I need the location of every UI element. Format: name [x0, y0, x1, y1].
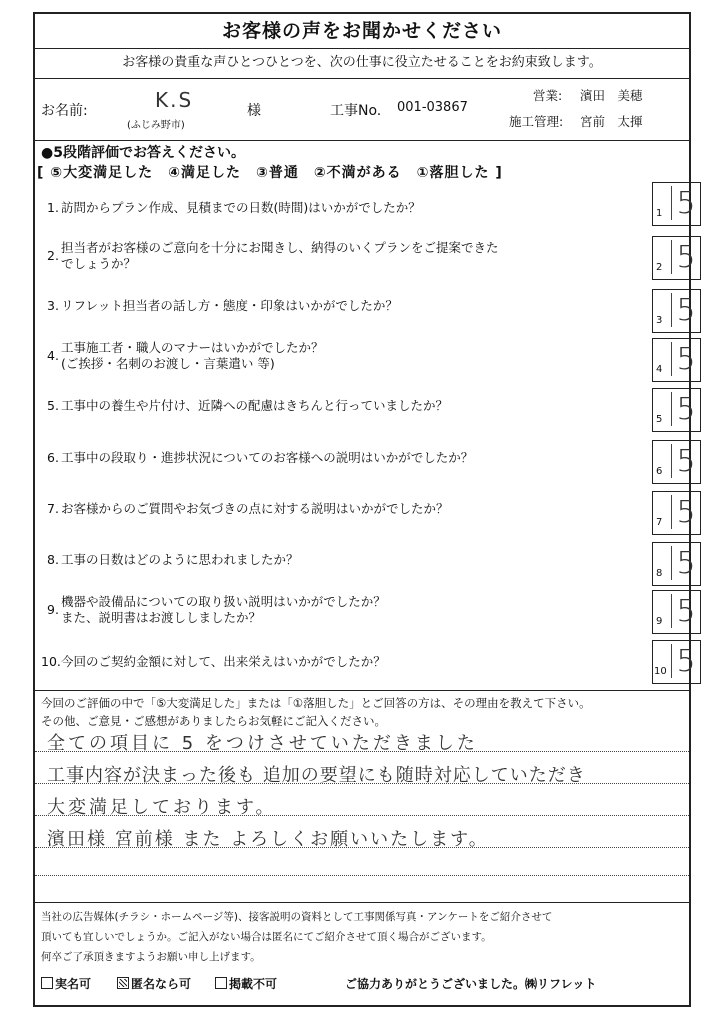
score-box-9[interactable] — [652, 590, 701, 634]
comment-handwritten-4: 濱田様 宮前様 また よろしくお願いいたします。 — [47, 829, 489, 850]
option-real-name[interactable] — [41, 975, 91, 992]
score-box-4[interactable] — [652, 338, 701, 382]
score-value: 5 — [671, 293, 700, 327]
sales-value: 濱田 美穂 — [580, 88, 643, 103]
score-value: 5 — [671, 644, 700, 678]
footer — [35, 902, 689, 1005]
comment-area[interactable] — [35, 690, 689, 901]
comment-prompt-2: その他、ご意見・ご感想がありましたらお気軽にご記入ください。 — [41, 714, 386, 728]
question-number: 5. — [47, 398, 59, 413]
score-value: 5 — [671, 546, 700, 580]
score-index: 3 — [656, 315, 663, 326]
option-real-name-label: 実名可 — [55, 977, 92, 991]
option-anonymous[interactable] — [117, 975, 191, 992]
score-box-1[interactable] — [652, 182, 701, 226]
score-value: 5 — [671, 594, 700, 628]
rating-scale: [ ⑤大変満足した ④満足した ③普通 ②不満がある ①落胆した ] — [37, 165, 503, 181]
question-number: 3. — [47, 298, 59, 313]
score-index: 9 — [656, 616, 663, 627]
name-value: K.S — [155, 88, 194, 112]
question-text: 工事中の養生や片付け、近隣への配慮はきちんと行っていましたか？ — [61, 398, 449, 413]
footer-note-2: 頂いても宜しいでしょうか。ご記入がない場合は匿名にてご紹介させて頂く場合がございます。 — [41, 931, 492, 943]
comment-handwritten-1: 全ての項目に 5 をつけさせていただきました — [47, 733, 478, 754]
score-index: 2 — [656, 262, 663, 273]
question-number: 1. — [47, 200, 59, 215]
name-location: (ふじみ野市) — [127, 120, 185, 131]
checkbox-anonymous[interactable] — [117, 977, 129, 989]
survey-form — [33, 12, 696, 1007]
option-not-allowed-label: 掲載不可 — [229, 977, 278, 991]
score-index: 7 — [656, 517, 663, 528]
question-text-line2: でしょうか？ — [61, 256, 137, 271]
score-box-3[interactable] — [652, 289, 701, 333]
question-number: 9. — [47, 602, 59, 617]
question-number: 6. — [47, 450, 59, 465]
question-text: 工事施工者・職人のマナーはいかがでしたか？ — [61, 340, 324, 355]
score-box-2[interactable] — [652, 236, 701, 280]
score-value: 5 — [671, 342, 700, 376]
construction-no-value: 001-03867 — [397, 100, 468, 115]
question-text: 訪問からプラン作成、見積までの日数(時間)はいかがでしたか？ — [61, 200, 421, 215]
footer-note-3: 何卒ご了承頂きますようお願い申し上げます。 — [41, 951, 261, 963]
option-anonymous-label: 匿名なら可 — [131, 977, 192, 991]
checkbox-not-allowed[interactable] — [215, 977, 227, 989]
score-value: 5 — [671, 392, 700, 426]
question-text: リフレット担当者の話し方・態度・印象はいかがでしたか？ — [61, 298, 398, 313]
question-text: 今回のご契約金額に対して、出来栄えはいかがでしたか？ — [61, 654, 386, 669]
footer-note-1: 当社の広告媒体(チラシ・ホームページ等)、接客説明の資料として工事関係写真・アンケートをご紹介させて — [41, 911, 553, 923]
manager-value: 宮前 太揮 — [580, 114, 643, 129]
score-value: 5 — [671, 240, 700, 274]
comment-handwritten-3: 大変満足しております。 — [47, 797, 277, 818]
honorific: 様 — [247, 103, 261, 119]
score-index: 1 — [656, 208, 663, 219]
question-text: お客様からのご質問やお気づきの点に対する説明はいかがでしたか？ — [61, 501, 449, 516]
comment-handwritten-2: 工事内容が決まった後も 追加の要望にも随時対応していただき — [47, 765, 586, 786]
score-box-7[interactable] — [652, 491, 701, 535]
question-number: 8. — [47, 552, 59, 567]
form-title: お客様の声をお聞かせください — [35, 14, 689, 49]
score-value: 5 — [671, 186, 700, 220]
score-box-8[interactable] — [652, 542, 701, 586]
score-index: 6 — [656, 466, 663, 477]
score-value: 5 — [671, 495, 700, 529]
question-text: 工事中の段取り・進捗状況についてのお客様への説明はいかがでしたか？ — [61, 450, 474, 465]
question-number: 10. — [41, 654, 61, 669]
manager-label: 施工管理: — [509, 114, 564, 129]
score-value: 5 — [671, 444, 700, 478]
question-text: 機器や設備品についての取り扱い説明はいかがでしたか？ — [61, 594, 386, 609]
comment-prompt-1: 今回のご評価の中で「⑤大変満足した」または「①落胆した」とご回答の方は、その理由を教えて下さい。 — [41, 696, 591, 710]
question-text-line2: (ご挨拶・名刺のお渡し・言葉遣い 等) — [61, 356, 275, 371]
score-index: 10 — [654, 666, 667, 677]
thanks-message: ご協力ありがとうございました。㈱リフレット — [345, 977, 597, 991]
construction-no-label: 工事No. — [330, 103, 382, 119]
score-index: 8 — [656, 568, 663, 579]
form-subtitle: お客様の貴重な声ひとつひとつを、次の仕事に役立たせることをお約束致します。 — [35, 48, 689, 79]
score-box-5[interactable] — [652, 388, 701, 432]
score-index: 4 — [656, 364, 663, 375]
question-number: 2. — [47, 248, 59, 263]
comment-line — [35, 875, 689, 876]
question-number: 7. — [47, 501, 59, 516]
option-not-allowed[interactable] — [215, 975, 277, 992]
question-number: 4. — [47, 348, 59, 363]
sales-label: 営業: — [533, 88, 563, 103]
rating-heading: ●5段階評価でお答えください。 — [41, 145, 245, 161]
name-label: お名前: — [41, 103, 88, 119]
checkbox-real-name[interactable] — [41, 977, 53, 989]
score-box-10[interactable] — [652, 640, 701, 684]
score-box-6[interactable] — [652, 440, 701, 484]
question-text-line2: また、説明書はお渡ししましたか？ — [61, 610, 262, 625]
question-text: 工事の日数はどのように思われましたか？ — [61, 552, 299, 567]
customer-info-row — [35, 78, 689, 141]
question-text: 担当者がお客様のご意向を十分にお聞きし、納得のいくプランをご提案できた — [61, 240, 499, 255]
score-index: 5 — [656, 414, 663, 425]
